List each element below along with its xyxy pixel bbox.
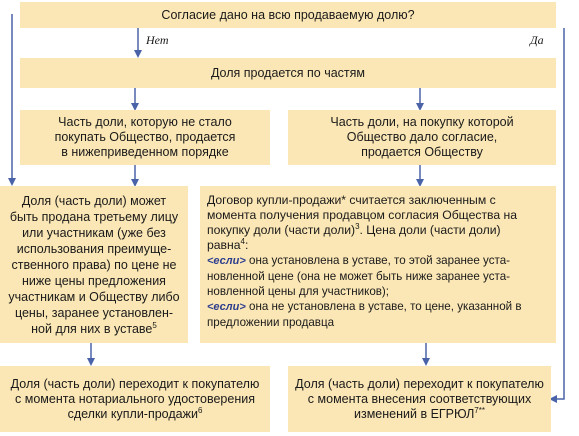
if-keyword-1: <если> (207, 255, 246, 267)
contract-line3 (207, 223, 550, 238)
label-no: Нет (146, 33, 169, 47)
part-left-box (20, 110, 270, 165)
part-right-box (288, 110, 556, 165)
bottom-left-line3-text: сделки купли-продажи (67, 406, 198, 421)
bottom-right-box (288, 366, 551, 432)
parts-box (20, 58, 556, 88)
part-left-line2: покупать Общество, продается (54, 130, 236, 144)
condition-1-line1 (207, 253, 550, 269)
footnote-5: 5 (152, 320, 157, 330)
condition-2-line2: предложении продавца (207, 316, 335, 329)
bottom-right-line2: с момента внесения соответствующих (307, 391, 532, 406)
third-line-5: ственного права) по цене не (11, 258, 177, 272)
contract-line3-rest: . Цена доли (части доли) (359, 223, 501, 237)
bottom-right-line3-text: изменений в ЕГРЮЛ (354, 406, 475, 421)
third-line-7: участникам и Обществу либо (8, 290, 180, 304)
if-keyword-2: <если> (207, 301, 246, 313)
part-left-line3: в нижеприведенном порядке (61, 145, 229, 159)
third-line-6: ниже цены предложения (22, 274, 166, 288)
third-line-3: или участникам (уже без (22, 226, 166, 240)
condition-2-line1 (207, 299, 550, 315)
condition-1-line3: новленной цены для участников); (207, 285, 390, 298)
footnote-3: 3 (355, 221, 360, 231)
bottom-right-line1: Доля (часть доли) переходит к покупателю (295, 376, 544, 391)
third-party-box (0, 186, 188, 343)
footnote-4: 4 (240, 236, 245, 246)
condition-1-line2: новленной цене (она не может быть ниже заранее уста- (207, 270, 511, 283)
bottom-left-box (0, 366, 270, 432)
part-right-line2: Общество дало согласие, (346, 130, 498, 144)
contract-line4-rest: : (245, 238, 249, 252)
contract-box (200, 186, 556, 343)
third-line-8: цены, заранее установлен- (14, 306, 174, 320)
question-text: Согласие дано на всю продаваемую долю? (161, 7, 415, 22)
part-right-line3: продается Обществу (361, 145, 483, 159)
label-yes: Да (530, 33, 544, 47)
contract-line2: момента получения продавцом согласия Общества на (207, 208, 518, 222)
contract-line4-text: равна (207, 238, 241, 252)
contract-line3-text: покупку доли (части доли) (207, 223, 356, 237)
bottom-left-line1: Доля (часть доли) переходит к покупателю (10, 376, 260, 391)
footnote-7: 7** (474, 405, 485, 415)
third-line-2: быть продана третьему лицу (9, 210, 179, 224)
condition-2-text-a: она не установлена в уставе, то цене, указанной в (245, 300, 522, 313)
third-line-9 (0, 321, 188, 337)
contract-line4 (207, 238, 550, 253)
bottom-left-line3 (0, 407, 270, 422)
third-line-4: использования преимуще- (16, 242, 172, 256)
third-line-9-text: ной для них в уставе (31, 322, 153, 336)
footnote-6: 6 (197, 405, 203, 415)
part-right-line1: Часть доли, на покупку которой (330, 115, 514, 129)
condition-1-text-a: она установлена в уставе, то этой заранее уста- (245, 254, 510, 267)
contract-line1: Договор купли-продажи* считается заключенным с (207, 193, 496, 207)
part-left-line1: Часть доли, которую не стало (58, 115, 232, 129)
question-box (20, 2, 556, 28)
bottom-left-line2: с момента нотариального удостоверения (15, 391, 255, 406)
parts-text: Доля продается по частям (210, 65, 366, 80)
bottom-right-line3 (288, 407, 551, 422)
third-line-1: Доля (часть доли) может (21, 194, 167, 208)
